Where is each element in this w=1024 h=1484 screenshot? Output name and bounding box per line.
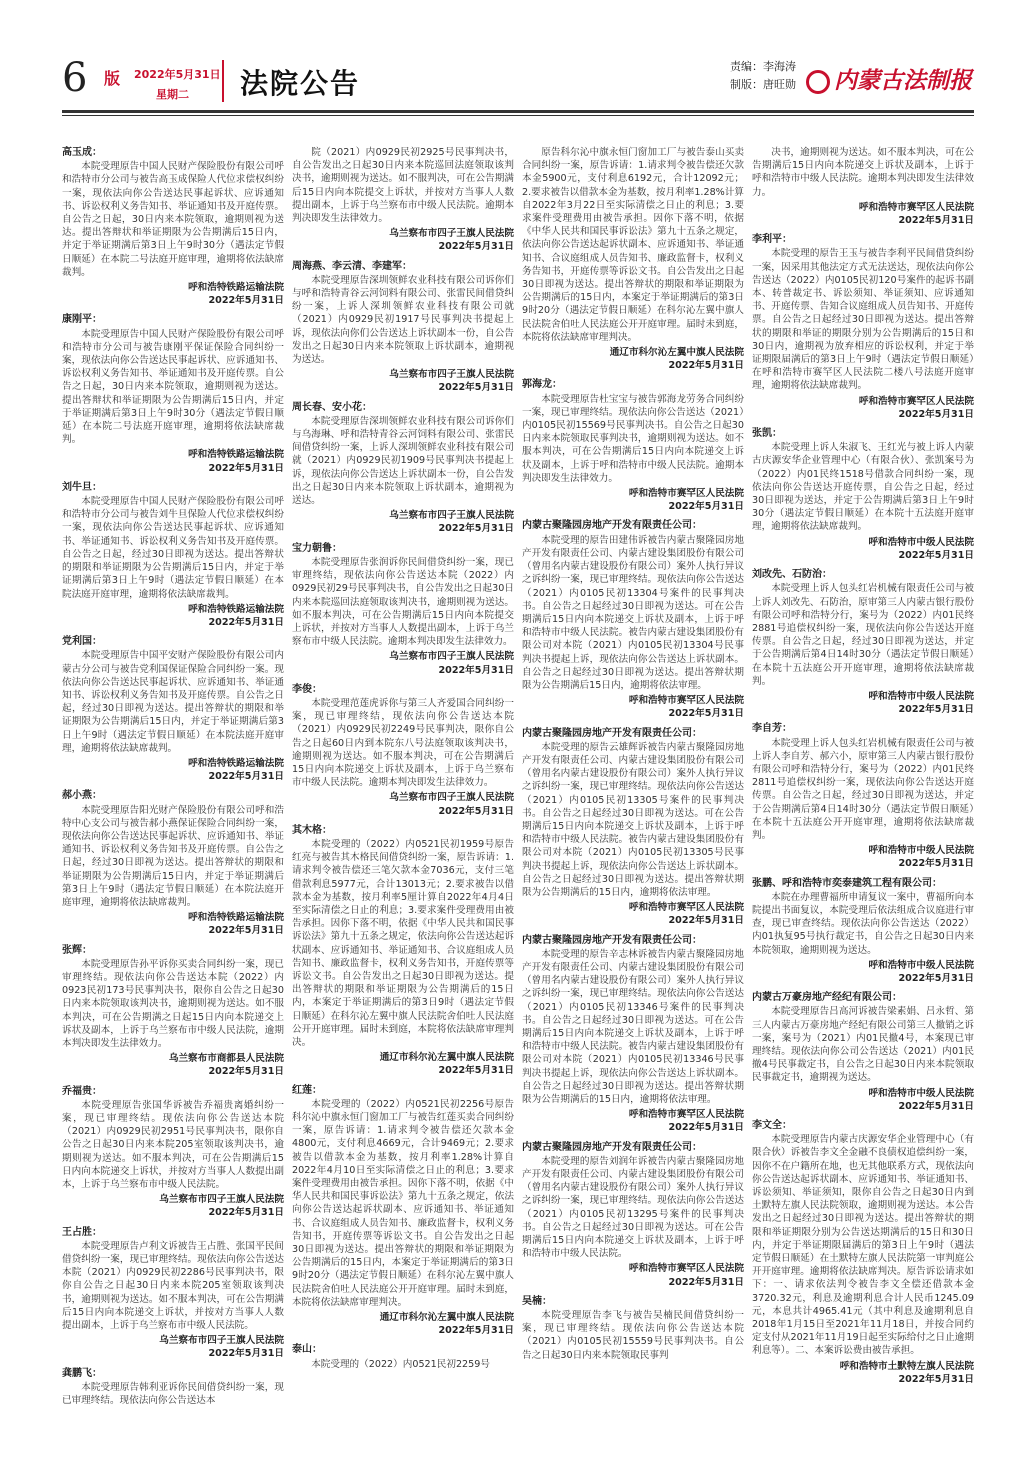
notice-body: 本院受理的（2022）内0521民初1959号原告红亮与被告其木格民间借贷纠纷一案，原告诉请：1.请求判令被告偿还三笔欠款本金7036元，支付三笔借款利息5977元，合计13013元；2.要求被告以借款本金为基数，按月利率5厘计算自2022年4月4日至实际清偿之日止的利息；3.要求案件受理费用由被告承担。因你下落不明，依据《中华人民共和国民事诉讼法》第九十五条之规定，依法向你公告送达起诉状副本、应诉通知书、举证通知书、合议庭组成人员告知书、廉政监督卡，权利义务告知书，开庭传票等诉讼文书。自公告发出之日起30日即视为送达。提出答辩状的期限和举证期限为公告期满后的15日内，本案定于举证期满后的第3日9时（遇法定节假日顺延）在科尔沁左翼中旗人民法院舍伯吐人民法庭公开开庭审理。届时未到庭，本院将依法缺席审理判决。	[292, 838, 514, 1048]
notice-body: 本院受理原告张国华诉被告乔福贵离婚纠纷一案，现已审理终结。现依法向你公告送达本院（2021）内0929民初2951号民事判决书，限你自公告之日起30日内来本院205室领取该判决书，逾期则视为送达。如不服本判决，可在公告期满后15日内向本院递交上诉状，并按对方当事人人数提出副本，上诉于乌兰察布市中级人民法院。	[62, 1099, 284, 1191]
notice-court: 乌兰察布市商都县人民法院	[168, 1053, 284, 1065]
notice-party: 郭海龙：	[522, 379, 562, 391]
notice-party: 乔福贵：	[62, 1085, 102, 1097]
notice-body: 本院受理原告孙平诉你买卖合同纠纷一案，现已审理终结。现依法向你公告送达本院（2022）内0923民初173号民事判决书，限你自公告之日起30日内来本院领取该判决书，逾期则视为送达。如不服本判决，可在公告期满之日起15日内向本院递交上诉状及副本，上诉于乌兰察布市中级人民法院，逾期本判决即发生法律效力。	[62, 958, 284, 1049]
notice-date: 2022年5月31日	[438, 1065, 514, 1077]
notice-date: 2022年5月31日	[438, 664, 514, 676]
notice-date: 2022年5月31日	[208, 295, 284, 307]
notice-party: 内蒙古万豪房地产经纪有限公司：	[752, 992, 902, 1004]
notice-body: 本院受理上诉人包头红岩机械有限责任公司与被上诉人李自芳、郝六小，原审第三人内蒙古银行股份有限公司呼和浩特分行，案号为（2022）内01民终2811号追偿权纠纷一案，现依法向你公告送达开庭传票。自公告之日起，经过30日即视为送达，并定于公告期满后第4日14时30分（遇法定节假日顺延）在本院十五法庭公开开庭审理，逾期将依法缺席裁判。	[752, 737, 974, 841]
notice-body: 本院受理上诉人朱淑飞、王红光与被上诉人内蒙古庆源安华企业管理中心（有限合伙）、张凯案号为（2022）内01民终1518号借款合同纠纷一案，现依法向你公告送达开庭传票，自公告之日起，经过30日即视为送达，并定于公告期满后第3日上午9时30分（遇法定节假日顺延）在本院十五法庭开庭审理，逾期将依法缺席裁判。	[752, 442, 974, 533]
page-label: 版	[104, 69, 121, 88]
notice-court: 呼和浩特市中级人民法院	[868, 690, 974, 702]
court-notice	[522, 727, 744, 928]
notice-date: 2022年5月31日	[668, 915, 744, 927]
notice-party: 其木格：	[292, 824, 332, 836]
notice-date: 2022年5月31日	[898, 408, 974, 420]
court-notice	[62, 313, 284, 474]
notice-party: 李文全：	[752, 1120, 792, 1132]
column-1	[62, 146, 284, 1476]
court-notice	[62, 1226, 284, 1361]
court-notice	[522, 934, 744, 1135]
court-notice	[292, 1343, 514, 1370]
court-notice	[752, 1119, 974, 1386]
court-notice	[292, 146, 514, 254]
notice-party: 张鹏、呼和浩特市奕泰建筑工程有限公司：	[752, 877, 942, 889]
notice-court: 呼和浩特市赛罕区人民法院	[858, 395, 974, 407]
court-notice	[522, 1295, 744, 1362]
notice-date: 2022年5月31日	[208, 925, 284, 937]
court-notice	[752, 568, 974, 716]
issue-date: 2022年5月31日	[134, 68, 221, 81]
notice-body: 本院受理的原告辛志林诉被告内蒙古聚隆园房地产开发有限责任公司、内蒙古建设集团股份有限公司（曾用名内蒙古建设股份有限公司）案外人执行异议之诉纠纷一案，现已审理终结。现依法向你公告送达（2021）内0105民初13346号案件的民事判决书。自公告之日起经过30日即视为送达。可在公告期满后15日内向本院递交上诉状及副本，上诉于呼和浩特市中级人民法院。被告内蒙古建设集团股份有限公司对本院（2021）内0105民初13346号民事判决书提起上诉，现依法向你公告送达上诉状副本。自公告之日起经过30日即视为送达。提出答辩状期限为公告期满后的15日内，逾期将依法审理。	[522, 948, 744, 1106]
notice-body: 本院受理的（2022）内0521民初2259号	[311, 1358, 490, 1370]
notice-date: 2022年5月31日	[668, 501, 744, 513]
notice-date: 2022年5月31日	[208, 1207, 284, 1219]
notice-body: 本院受理原告张润诉你民间借贷纠纷一案，现已审理终结，现依法向你公告送达本院（2022）内0929民初29号民事判决书，自公告发出之日起30日内来本院巡回法庭领取该判决书，逾期则视为送达。如不服本判决，可在公告期满后15日内向本院提交上诉状，并按对方当事人人数提出副本，上诉于乌兰察布市中级人民法院。逾期本判决即发生法律效力。	[292, 556, 514, 648]
notice-court: 呼和浩特市中级人民法院	[868, 845, 974, 857]
notice-body: 原告科尔沁中旗永恒门窗加工厂与被告泰山买卖合同纠纷一案，原告诉请：1.请求判令被告偿还欠款本金5900元，支付利息6192元，合计12092元；2.要求被告以借款本金为基数，按月利率1.28%计算自2022年3月22日至实际清偿之日止的利息；3.要求案件受理费用由被告承担。因你下落不明，依据《中华人民共和国民事诉讼法》第九十五条之规定，依法向你公告送达起诉状副本、应诉通知书、举证通知书、合议庭组成人员告知书、廉政监督卡，权利义务告知书，开庭传票等诉讼文书。自公告发出之日起30日即视为送达。提出答辩状的期限和举证期限为公告期满后的15日内，本案定于举证期满后的第3日9时20分（遇法定节假日顺延）在科尔沁左翼中旗人民法院舍伯吐人民法庭公开开庭审理。届时未到庭，本院将依法缺席审理判决。	[522, 147, 744, 343]
notice-court: 呼和浩特市赛罕区人民法院	[628, 488, 744, 500]
page-number: 6	[62, 55, 88, 101]
court-notice	[752, 427, 974, 562]
notice-party: 周海燕、李云清、李建军：	[292, 260, 412, 272]
notice-party: 龚鹏飞：	[62, 1367, 102, 1379]
notice-body: 本院受理的原告王玉与被告李利平民间借贷纠纷一案，因采用其他法定方式无法送达，现依法向你公告送达（2022）内0105民初120号案件的起诉书副本、转普裁定书、诉讼须知、举证须知、应诉通知书、开庭传票、告知合议庭组成人员告知书、开庭传票。自公告之日起经过30日即视为送达。提出答辩状的期限和举证的期限分别为公告期满后的15日和30日内，逾期视为放弃相应的诉讼权利，并定于举证期限届满后的第3日上午9时（遇法定节假日顺延）在呼和浩特市赛罕区人民法院二楼八号法庭开庭审理，逾期将依法缺席裁判。	[752, 248, 974, 392]
court-notice	[62, 146, 284, 307]
notice-party: 内蒙古聚隆园房地产开发有限责任公司：	[522, 934, 702, 946]
column-3	[522, 146, 744, 1476]
notice-date: 2022年5月31日	[208, 616, 284, 628]
notice-court: 呼和浩特铁路运输法院	[188, 603, 284, 615]
notice-body: 本院受理原告李飞与被告吴楠民间借贷纠纷一案，现已审理终结。现依法向你公告送达本院（2021）内0105民初15559号民事判决书。自公告之日起30日内来本院领取民事判	[522, 1310, 744, 1361]
notice-date: 2022年5月31日	[898, 1373, 974, 1385]
notice-date: 2022年5月31日	[898, 1100, 974, 1112]
notice-court: 呼和浩特市中级人民法院	[868, 959, 974, 971]
notice-date: 2022年5月31日	[438, 1325, 514, 1337]
notice-party: 内蒙古聚隆园房地产开发有限责任公司：	[522, 520, 702, 532]
court-notice	[62, 789, 284, 937]
producer-name: 制版：唐旺勋	[730, 78, 796, 91]
notice-date: 2022年5月31日	[208, 1066, 284, 1078]
court-notice	[62, 1367, 284, 1408]
notice-body: 本院受理原告阳光财产保险股份有限公司呼和浩特中心支公司与被告郝小燕保证保险合同纠纷一案，现依法向你公告送达民事起诉状、应诉通知书、举证通知书、诉讼权利义务告知书及开庭传票。自公告之日起，经过30日即视为送达。提出答辩状的期限和举证期限为公告期满后15日内，并定于举证期满后第3日上午9时（遇法定节假日顺延）在本院法庭开庭审理，逾期将依法缺席裁判。	[62, 804, 284, 908]
notice-court: 呼和浩特市赛罕区人民法院	[628, 695, 744, 707]
notice-party: 周长春、安小花：	[292, 401, 372, 413]
notice-court: 呼和浩特铁路运输法院	[188, 757, 284, 769]
logo-emblem-icon	[806, 70, 830, 94]
notice-party: 王占胜：	[62, 1226, 102, 1238]
notice-body: 本院受理原告杜宝宝与被告郭海龙劳务合同纠纷一案，现已审理终结。现依法向你公告送达（2021）内0105民初15569号民事判决书。自公告之日起30日内来本院领取民事判决书，逾期则视为送达。如不服本判决，可在公告期满后15日内向本院递交上诉状及副本，上诉于呼和浩特市中级人民法院。逾期本判决即发生法律效力。	[522, 393, 744, 484]
notice-date: 2022年5月31日	[668, 360, 744, 372]
notice-court: 乌兰察布市四子王旗人民法院	[389, 228, 514, 240]
court-notice	[62, 481, 284, 629]
header-divider	[222, 60, 224, 102]
column-2	[292, 146, 514, 1476]
court-notice	[752, 233, 974, 421]
notice-court: 乌兰察布市四子王旗人民法院	[159, 1194, 284, 1206]
notice-date: 2022年5月31日	[898, 972, 974, 984]
notice-date: 2022年5月31日	[898, 215, 974, 227]
newspaper-logo	[806, 62, 972, 95]
court-notice	[522, 378, 744, 513]
notice-date: 2022年5月31日	[438, 523, 514, 535]
notice-body: 本院受理原告中国平安财产保险股份有限公司内蒙古分公司与被告党利国保证保险合同纠纷一案。现依法向你公告送达民事起诉状、应诉通知书、举证通知书、诉讼权利义务告知书及开庭传票。自公告之日起，经过30日即视为送达。提出答辩状的期限和举证期限为公告期满后15日内，并定于举证期满后第3日上午9时（遇法定节假日顺延）在本院法庭开庭审理，逾期将依法缺席裁判。	[62, 650, 284, 754]
court-notice	[292, 542, 514, 677]
court-notice	[62, 1085, 284, 1220]
notice-court: 呼和浩特市赛罕区人民法院	[858, 201, 974, 213]
notice-date: 2022年5月31日	[208, 771, 284, 783]
notice-court: 乌兰察布市四子王旗人民法院	[389, 369, 514, 381]
notice-body: 本院受理原告深圳领鲜农业科技有限公司诉你们与乌海琳、呼和浩特青谷云河饲料有限公司、张雷民间借贷纠纷一案，上诉人深圳领鲜农业科技有限公司就（2021）内0929民初1909号民事判决书提起上诉，现依法向你公告送达上诉状副本一份，自公告发出之日起30日内来本院领取上诉状副本，逾期视为送达。	[292, 415, 514, 507]
notice-party: 康刚平：	[62, 314, 102, 326]
court-notice	[752, 877, 974, 986]
court-notice	[752, 146, 974, 227]
notice-court: 乌兰察布市四子王旗人民法院	[159, 1335, 284, 1347]
court-notice	[62, 635, 284, 783]
court-notice	[62, 944, 284, 1079]
notice-court: 呼和浩特市土默特左旗人民法院	[839, 1360, 974, 1372]
notice-court: 通辽市科尔沁左翼中旗人民法院	[379, 1312, 514, 1324]
notice-body: 本院受理原告韩利亚诉你民间借贷纠纷一案，现已审理终结。现依法向你公告送达本	[62, 1381, 284, 1407]
notice-party: 高玉成：	[62, 147, 102, 158]
notice-court: 乌兰察布市四子王旗人民法院	[389, 510, 514, 522]
notice-body: 本院受理原告中国人民财产保险股份有限公司呼和浩特市分公司与被告高玉成保险人代位求偿权纠纷一案，现依法向你公告送达民事起诉状、应诉通知书、诉讼权利义务告知书、举证通知书及开庭传票。自公告之日起，30日内来本院领取，逾期则视为送达。提出答辩状和举证期限为公告期满后15日内，并定于举证期满后第3日上午9时30分（遇法定节假日顺延）在本院二号法庭开庭审理，逾期将依法缺席裁判。	[62, 161, 284, 278]
notice-court: 呼和浩特市赛罕区人民法院	[628, 1109, 744, 1121]
column-4	[752, 146, 974, 1476]
notice-date: 2022年5月31日	[898, 858, 974, 870]
notice-columns	[62, 146, 974, 1476]
notice-party: 张凯：	[752, 428, 782, 440]
notice-body: 本院受理原告中国人民财产保险股份有限公司呼和浩特市分公司与被告康刚平保证保险合同纠纷一案，现依法向你公告送达民事起诉状、应诉通知书、诉讼权利义务告知书、举证通知书及开庭传票。自公告之日起，30日内来本院领取，逾期则视为送达。提出答辩状和举证期限为公告期满后15日内，并定于举证期满后第3日上午9时30分（遇法定节假日顺延）在本院二号法庭开庭审理，逾期将依法缺席裁判。	[62, 328, 284, 446]
notice-party: 李自芳：	[752, 723, 792, 735]
editor-credits	[730, 58, 796, 94]
section-title: 法院公告	[240, 67, 361, 100]
notice-date: 2022年5月31日	[208, 1348, 284, 1360]
notice-body: 本院受理原告卢利文诉被告王占胜、张国平民间借贷纠纷一案，现已审理终结。现依法向你公告送达本院（2021）内0929民初2286号民事判决书，限你自公告之日起30日内来本院205室领取该判决书，逾期则视为送达。如不服本判决，可在公告期满后15日内向本院递交上诉状，并按对方当事人人数提出副本，上诉于乌兰察布市中级人民法院。	[62, 1240, 284, 1332]
court-notice	[522, 519, 744, 720]
court-notice	[292, 1084, 514, 1338]
editor-name: 责编：李海涛	[730, 60, 796, 73]
notice-body: 本院受理范莲虎诉你与第三人齐爱国合同纠纷一案，现已审理终结，现依法向你公告送达本院（2021）内0929民初2249号民事判决，限你自公告之日起60日内到本院东八号法庭领取该判决书，逾期则视为送达。如不服本判决，可在公告期满后15日内向本院递交上诉状及副本，上诉于乌兰察布市中级人民法院。逾期本判决即发生法律效力。	[292, 697, 514, 789]
notice-court: 呼和浩特铁路运输法院	[188, 449, 284, 461]
notice-party: 刘牛旦：	[62, 481, 102, 493]
notice-party: 宝力朝鲁：	[292, 542, 342, 554]
notice-body: 本院在办理曹福所申请复议一案中，曹福所向本院提出书面复议，本院受理后依法组成合议庭进行审查，现已审查终结。现依法向你公告送达（2022）内01执复95号执行裁定书，自公告之日起30日内来本院领取，逾期则视为送达。	[752, 891, 974, 956]
notice-body: 本院受理的原告云雄辉诉被告内蒙古聚隆园房地产开发有限责任公司、内蒙古建设集团股份有限公司（曾用名内蒙古建设股份有限公司）案外人执行异议之诉纠纷一案，现已审理终结。现依法向你公告送达（2021）内0105民初13305号案件的民事判决书。自公告之日起经过30日即视为送达。可在公告期满后15日内向本院递交上诉状及副本，上诉于呼和浩特市中级人民法院。被告内蒙古建设集团股份有限公司对本院（2021）内0105民初13305号民事判决书提起上诉，现依法向你公告送达上诉状副本。自公告之日起经过30日即视为送达。提出答辩状期限为公告期满后的15日内，逾期将依法审理。	[522, 741, 744, 898]
court-notice	[292, 683, 514, 818]
notice-party: 李俊：	[292, 683, 322, 695]
notice-court: 呼和浩特市中级人民法院	[868, 1087, 974, 1099]
notice-party: 郝小燕：	[62, 790, 102, 802]
notice-date: 2022年5月31日	[898, 704, 974, 716]
court-notice	[292, 260, 514, 395]
notice-party: 李利平：	[752, 234, 792, 246]
notice-body: 本院受理原告中国人民财产保险股份有限公司呼和浩特市分公司与被告刘牛旦保险人代位求偿权纠纷一案，现依法向你公告送达民事起诉状、应诉通知书、举证通知书、诉讼权利义务告知书及开庭传票。自公告之日起，经过30日即视为送达。提出答辩状的期限和举证期限为公告期满后15日内，并定于举证期满后第3日上午9时（遇法定节假日顺延）在本院法庭开庭审理，逾期将依法缺席裁判。	[62, 496, 284, 600]
header-rule	[62, 110, 974, 113]
notice-party: 张辉：	[62, 944, 92, 956]
court-notice	[752, 722, 974, 870]
notice-body: 院（2021）内0929民初2925号民事判决书，自公告发出之日起30日内来本院巡回法庭领取该判决书，逾期则视为送达。如不服判决，可在公告期满后15日内向本院提交上诉状，并按对方当事人人数提出副本，上诉于乌兰察布市中级人民法院。逾期本判决即发生法律效力。	[292, 147, 514, 225]
notice-body: 本院受理原告吕高河诉被告梁素娟、吕永哲、第三人内蒙古万豪房地产经纪有限公司第三人撤销之诉一案，案号为（2021）内01民撤4号，本案现已审理终结。现依法向你公司公告送达（2021）内01民撤4号民事裁定书，自公告之日起30日内来本院领取民事裁定书，逾期视为送达。	[752, 1006, 974, 1084]
header-rule-thin	[62, 115, 974, 116]
notice-body: 本院受理的原告刘润年诉被告内蒙古聚隆园房地产开发有限责任公司、内蒙古建设集团股份有限公司（曾用名内蒙古建设股份有限公司）案外人执行异议之诉纠纷一案，现已审理终结。现依法向你公告送达（2021）内0105民初13295号案件的民事判决书。自公告之日起经过30日即视为送达。可在公告期满后15日内向本院递交上诉状及副本，上诉于呼和浩特市中级人民法院。	[522, 1155, 744, 1260]
notice-body: 本院受理原告深圳领鲜农业科技有限公司诉你们与呼和浩特青谷云河饲料有限公司、张雷民间借贷纠纷一案，上诉人深圳领鲜农业科技有限公司就（2021）内0929民初1917号民事判决书提起上诉，现依法向你们公告送达上诉状副本一份，自公告发出之日起30日内来本院领取上诉状副本，逾期视为送达。	[292, 274, 514, 366]
notice-court: 乌兰察布市四子王旗人民法院	[389, 792, 514, 804]
notice-court: 呼和浩特市赛罕区人民法院	[628, 1263, 744, 1275]
notice-party: 刘改先、石防治：	[752, 569, 832, 581]
notice-body: 本院受理的（2022）内0521民初2256号原告科尔沁中旗永恒门窗加工厂与被告红莲买卖合同纠纷一案，原告诉请：1.请求判令被告偿还欠款本金4800元，支付利息4669元，合计9469元；2.要求被告以借款本金为基数，按月利率1.28%计算自2022年4月10日至实际清偿之日止的利息；3.要求案件受理费用由被告承担。因你下落不明，依据《中华人民共和国民事诉讼法》第九十五条之规定，依法向你公告送达起诉状副本、应诉通知书、举证通知书、合议庭组成人员告知书、廉政监督卡，权利义务告知书，开庭传票等诉讼文书。自公告发出之日起30日即视为送达。提出答辩状的期限和举证期限为公告期满后的15日内，本案定于举证期满后的第3日9时20分（遇法定节假日顺延）在科尔沁左翼中旗人民法院舍伯吐人民法庭公开开庭审理。届时未到庭，本院将依法缺席审理判决。	[292, 1098, 514, 1308]
court-notice	[292, 401, 514, 536]
notice-date: 2022年5月31日	[668, 708, 744, 720]
notice-body: 本院受理的原告田建伟诉被告内蒙古聚隆园房地产开发有限责任公司、内蒙古建设集团股份有限公司（曾用名内蒙古建设股份有限公司）案外人执行异议之诉纠纷一案，现已审理终结。现依法向你公告送达（2021）内0105民初13304号案件的民事判决书。自公告之日起经过30日即视为送达。可在公告期满后15日内向本院递交上诉状及副本，上诉于呼和浩特市中级人民法院。被告内蒙古建设集团股份有限公司对本院（2021）内0105民初13304号民事判决书提起上诉，现依法向你公告送达上诉状副本。自公告之日起经过30日即视为送达。提出答辩状期限为公告期满后15日内，逾期将依法审理。	[522, 534, 744, 691]
notice-party: 内蒙古聚隆园房地产开发有限责任公司：	[522, 1141, 702, 1153]
court-notice	[292, 824, 514, 1078]
notice-party: 泰山：	[292, 1344, 322, 1356]
notice-date: 2022年5月31日	[668, 1276, 744, 1288]
notice-court: 通辽市科尔沁左翼中旗人民法院	[609, 347, 744, 359]
court-notice	[752, 991, 974, 1113]
notice-body: 本院受理原告内蒙古庆源安华企业管理中心（有限合伙）诉被告李文全金融不良债权追偿纠纷一案，因你不在户籍所在地，也无其他联系方式，现依法向你公告送达起诉状副本、应诉通知书、举证通知书、诉讼须知、举证须知，限你自公告之日起30日内到土默特左旗人民法院领取，逾期则视为送达。本公告发出之日起经过30日即视为送达。提出答辩状的期限和举证期限分别为公告送达期满后的15日和30日内，并定于举证期限届满后的第3日上午9时（遇法定节假日顺延）在土默特左旗人民法院第一审判庭公开开庭审理。逾期将依法缺席判决。原告诉讼请求如下：一、请求依法判令被告李文全偿还借款本金3720.32元，利息及逾期利息合计人民币1245.09元，本息共计4965.41元（其中利息及逾期利息自2018年1月15日至2021年11月18日，并按合同约定支付从2021年11月19日起至实际给付之日止逾期利息等）。二、本案诉讼费由被告承担。	[752, 1134, 974, 1357]
notice-date: 2022年5月31日	[668, 1122, 744, 1134]
notice-court: 呼和浩特铁路运输法院	[188, 912, 284, 924]
notice-date: 2022年5月31日	[438, 241, 514, 253]
notice-party: 党利国：	[62, 636, 102, 648]
notice-party: 内蒙古聚隆园房地产开发有限责任公司：	[522, 727, 702, 739]
notice-date: 2022年5月31日	[438, 382, 514, 394]
court-notice	[522, 146, 744, 372]
notice-date: 2022年5月31日	[208, 462, 284, 474]
notice-court: 呼和浩特铁路运输法院	[188, 282, 284, 294]
notice-body: 本院受理上诉人包头红岩机械有限责任公司与被上诉人刘改先、石防治，原审第三人内蒙古银行股份有限公司呼和浩特分行，案号为（2022）内01民终2881号追偿权纠纷一案，现依法向你公告送达开庭传票。自公告之日起，经过30日即视为送达，并定于公告期满后第4日14时30分（遇法定节假日顺延）在本院十五法庭公开开庭审理，逾期将依法缺席裁判。	[752, 583, 974, 687]
masthead	[0, 0, 1024, 140]
notice-court: 呼和浩特市赛罕区人民法院	[628, 902, 744, 914]
notice-party: 红莲：	[292, 1084, 322, 1096]
court-notice	[522, 1141, 744, 1289]
notice-date: 2022年5月31日	[898, 549, 974, 561]
notice-body: 决书，逾期则视为送达。如不服本判决，可在公告期满后15日内向本院递交上诉状及副本，上诉于呼和浩特市中级人民法院。逾期本判决即发生法律效力。	[752, 147, 974, 198]
newspaper-name: 内蒙古法制报	[834, 67, 972, 94]
notice-court: 通辽市科尔沁左翼中旗人民法院	[379, 1052, 514, 1064]
notice-court: 乌兰察布市四子王旗人民法院	[389, 651, 514, 663]
issue-weekday: 星期二	[156, 88, 189, 101]
notice-date: 2022年5月31日	[438, 805, 514, 817]
notice-court: 呼和浩特市中级人民法院	[868, 536, 974, 548]
notice-party: 吴楠：	[522, 1295, 552, 1307]
